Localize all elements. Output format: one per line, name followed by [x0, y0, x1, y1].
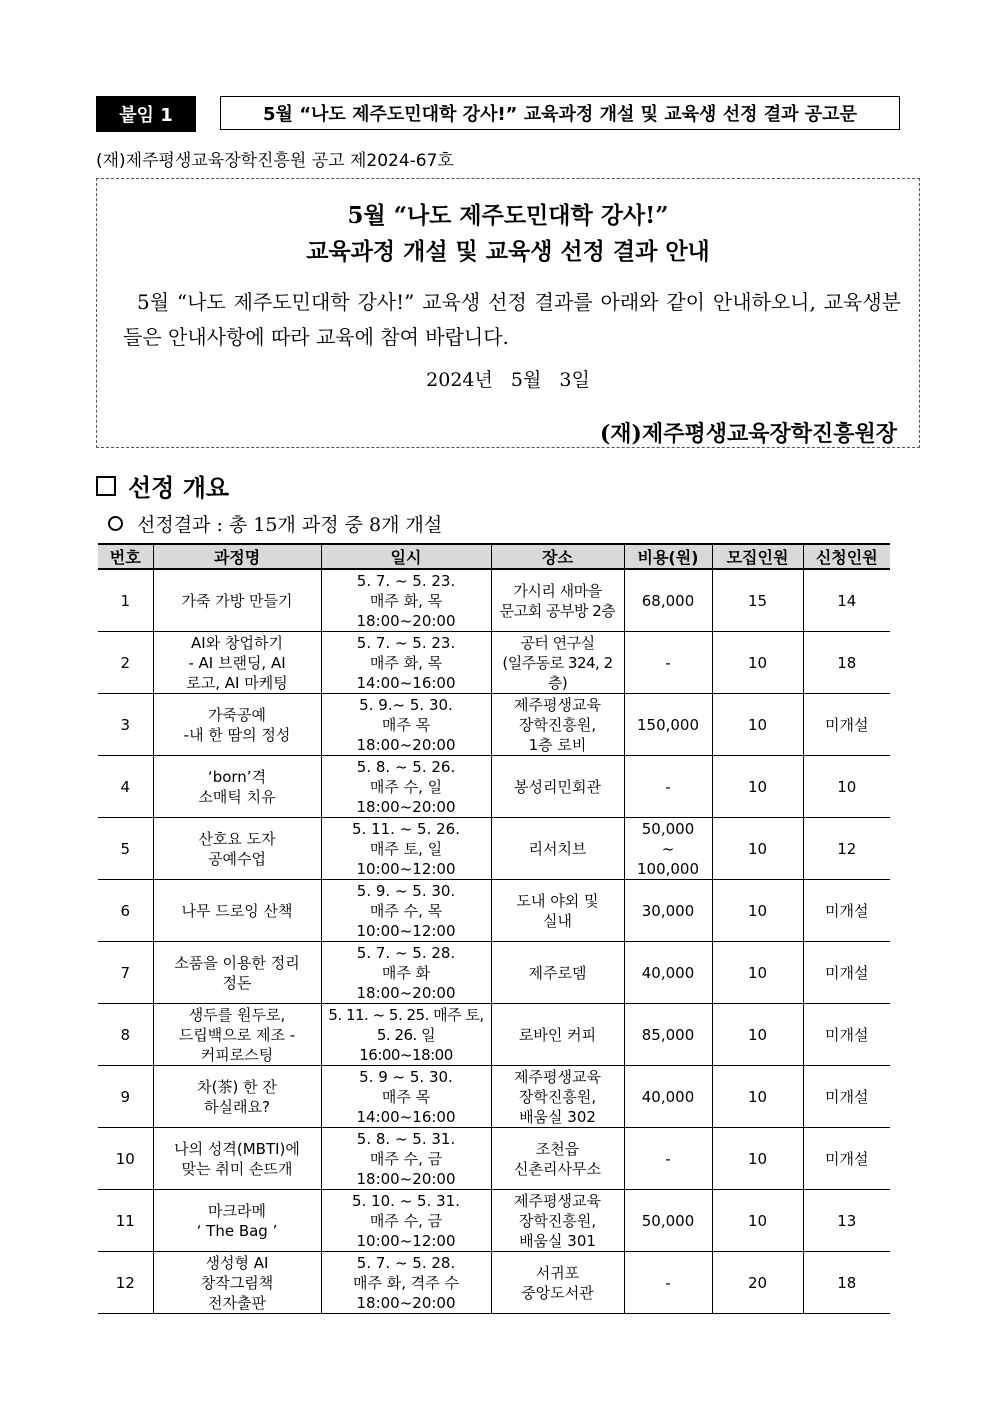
- cell-course: 마크라메 ‘ The Bag ’: [153, 1190, 321, 1252]
- cell-location: 제주평생교육 장학진흥원, 배움실 301: [491, 1190, 624, 1252]
- cell-course: ‘born’격 소매틱 치유: [153, 756, 321, 818]
- cell-capacity: 10: [712, 942, 803, 1004]
- cell-applicants: 미개설: [803, 942, 890, 1004]
- table-row: [98, 1004, 890, 1066]
- cell-number: 3: [98, 694, 153, 756]
- cell-schedule: 5. 7. ~ 5. 28. 매주 화 18:00~20:00: [321, 942, 491, 1004]
- cell-cost: -: [624, 632, 712, 694]
- cell-cost: 68,000: [624, 569, 712, 632]
- cell-cost: 50,000 ~ 100,000: [624, 818, 712, 880]
- cell-applicants: 미개설: [803, 694, 890, 756]
- section-heading: [96, 468, 229, 503]
- table-row: [98, 942, 890, 1004]
- cell-number: 5: [98, 818, 153, 880]
- header-cost: 비용(원): [624, 544, 712, 569]
- table-row: [98, 694, 890, 756]
- cell-location: 공터 연구실 (일주동로 324, 2층): [491, 632, 624, 694]
- cell-applicants: 18: [803, 632, 890, 694]
- notice-date: 2024년 5월 3일: [426, 369, 590, 391]
- header-applicants: 신청인원: [803, 544, 890, 569]
- cell-capacity: 10: [712, 632, 803, 694]
- notice-number: (재)제주평생교육장학진흥원 공고 제2024-67호: [96, 151, 454, 171]
- attachment-badge: 붙임 1: [96, 96, 196, 132]
- cell-applicants: 14: [803, 569, 890, 632]
- cell-course: 산호요 도자 공예수업: [153, 818, 321, 880]
- table-row: [98, 818, 890, 880]
- cell-applicants: 12: [803, 818, 890, 880]
- cell-applicants: 미개설: [803, 1066, 890, 1128]
- table-row: [98, 1128, 890, 1190]
- table-header-row: [98, 544, 890, 569]
- cell-capacity: 15: [712, 569, 803, 632]
- cell-cost: 85,000: [624, 1004, 712, 1066]
- cell-location: 봉성리민회관: [491, 756, 624, 818]
- cell-course: 소품을 이용한 정리 정돈: [153, 942, 321, 1004]
- cell-cost: 40,000: [624, 942, 712, 1004]
- course-table: [98, 543, 890, 1314]
- header-schedule: 일시: [321, 544, 491, 569]
- attachment-title: 5월 “나도 제주도민대학 강사!” 교육과정 개설 및 교육생 선정 결과 공고문: [220, 96, 900, 130]
- cell-course: 가죽공예 -내 한 땀의 정성: [153, 694, 321, 756]
- cell-number: 8: [98, 1004, 153, 1066]
- cell-applicants: 10: [803, 756, 890, 818]
- cell-course: AI와 창업하기 - AI 브랜딩, AI 로고, AI 마케팅: [153, 632, 321, 694]
- cell-number: 4: [98, 756, 153, 818]
- cell-capacity: 10: [712, 694, 803, 756]
- table-row: [98, 1252, 890, 1314]
- cell-schedule: 5. 8. ~ 5. 31. 매주 수, 금 18:00~20:00: [321, 1128, 491, 1190]
- cell-cost: -: [624, 1252, 712, 1314]
- cell-capacity: 10: [712, 880, 803, 942]
- cell-cost: -: [624, 756, 712, 818]
- table-row: [98, 880, 890, 942]
- cell-location: 제주평생교육 장학진흥원, 1층 로비: [491, 694, 624, 756]
- cell-location: 제주로뎀: [491, 942, 624, 1004]
- table-row: [98, 1066, 890, 1128]
- cell-schedule: 5. 8. ~ 5. 26. 매주 수, 일 18:00~20:00: [321, 756, 491, 818]
- cell-capacity: 10: [712, 1066, 803, 1128]
- cell-number: 12: [98, 1252, 153, 1314]
- cell-location: 조천읍 신촌리사무소: [491, 1128, 624, 1190]
- cell-capacity: 10: [712, 818, 803, 880]
- cell-number: 10: [98, 1128, 153, 1190]
- section-title: 선정 개요: [128, 474, 230, 502]
- cell-course: 차(茶) 한 잔 하실래요?: [153, 1066, 321, 1128]
- cell-capacity: 10: [712, 1128, 803, 1190]
- cell-schedule: 5. 11. ~ 5. 25. 매주 토, 5. 26. 일 16:00~18:00: [321, 1004, 491, 1066]
- cell-capacity: 10: [712, 1004, 803, 1066]
- notice-box: [96, 178, 920, 448]
- cell-location: 제주평생교육 장학진흥원, 배움실 302: [491, 1066, 624, 1128]
- cell-number: 7: [98, 942, 153, 1004]
- sub-heading-text: 선정결과 : 총 15개 과정 중 8개 개설: [137, 514, 443, 536]
- cell-schedule: 5. 7. ~ 5. 23. 매주 화, 목 14:00~16:00: [321, 632, 491, 694]
- cell-schedule: 5. 7. ~ 5. 23. 매주 화, 목 18:00~20:00: [321, 569, 491, 632]
- cell-schedule: 5. 9 ~ 5. 30. 매주 목 14:00~16:00: [321, 1066, 491, 1128]
- cell-course: 생두를 원두로, 드립백으로 제조 - 커피로스팅: [153, 1004, 321, 1066]
- notice-body: 5월 “나도 제주도민대학 강사!” 교육생 선정 결과를 아래와 같이 안내하오니, 교육생분들은 안내사항에 따라 교육에 참여 바랍니다.: [123, 290, 901, 349]
- cell-applicants: 미개설: [803, 880, 890, 942]
- cell-applicants: 미개설: [803, 1004, 890, 1066]
- cell-course: 가죽 가방 만들기: [153, 569, 321, 632]
- cell-location: 도내 야외 및 실내: [491, 880, 624, 942]
- header-location: 장소: [491, 544, 624, 569]
- cell-cost: 50,000: [624, 1190, 712, 1252]
- table-row: [98, 756, 890, 818]
- cell-location: 가시리 새마을 문고회 공부방 2층: [491, 569, 624, 632]
- cell-applicants: 미개설: [803, 1128, 890, 1190]
- table-row: [98, 569, 890, 632]
- cell-capacity: 20: [712, 1252, 803, 1314]
- cell-schedule: 5. 7. ~ 5. 28. 매주 화, 격주 수 18:00~20:00: [321, 1252, 491, 1314]
- cell-number: 11: [98, 1190, 153, 1252]
- table-row: [98, 1190, 890, 1252]
- cell-cost: 40,000: [624, 1066, 712, 1128]
- cell-schedule: 5. 9.~ 5. 30. 매주 목 18:00~20:00: [321, 694, 491, 756]
- cell-course: 나무 드로잉 산책: [153, 880, 321, 942]
- cell-cost: 30,000: [624, 880, 712, 942]
- notice-title-line2: 교육과정 개설 및 교육생 선정 결과 안내: [306, 238, 710, 265]
- cell-location: 리서치브: [491, 818, 624, 880]
- header-course: 과정명: [153, 544, 321, 569]
- header-capacity: 모집인원: [712, 544, 803, 569]
- cell-location: 서귀포 중앙도서관: [491, 1252, 624, 1314]
- cell-cost: 150,000: [624, 694, 712, 756]
- cell-number: 6: [98, 880, 153, 942]
- table-row: [98, 632, 890, 694]
- notice-title-line1: 5월 “나도 제주도민대학 강사!”: [347, 202, 669, 229]
- cell-schedule: 5. 9. ~ 5. 30. 매주 수, 목 10:00~12:00: [321, 880, 491, 942]
- checkbox-icon: [96, 476, 116, 496]
- cell-location: 로바인 커피: [491, 1004, 624, 1066]
- cell-schedule: 5. 11. ~ 5. 26. 매주 토, 일 10:00~12:00: [321, 818, 491, 880]
- cell-number: 9: [98, 1066, 153, 1128]
- header-number: 번호: [98, 544, 153, 569]
- cell-course: 생성형 AI 창작그림책 전자출판: [153, 1252, 321, 1314]
- cell-number: 1: [98, 569, 153, 632]
- cell-schedule: 5. 10. ~ 5. 31. 매주 수, 금 10:00~12:00: [321, 1190, 491, 1252]
- cell-applicants: 18: [803, 1252, 890, 1314]
- circle-bullet-icon: [108, 516, 123, 531]
- cell-applicants: 13: [803, 1190, 890, 1252]
- cell-capacity: 10: [712, 1190, 803, 1252]
- cell-course: 나의 성격(MBTI)에 맞는 취미 손뜨개: [153, 1128, 321, 1190]
- sub-heading: [108, 510, 442, 537]
- cell-number: 2: [98, 632, 153, 694]
- cell-cost: -: [624, 1128, 712, 1190]
- notice-signature: (재)제주평생교육장학진흥원장: [599, 421, 897, 447]
- cell-capacity: 10: [712, 756, 803, 818]
